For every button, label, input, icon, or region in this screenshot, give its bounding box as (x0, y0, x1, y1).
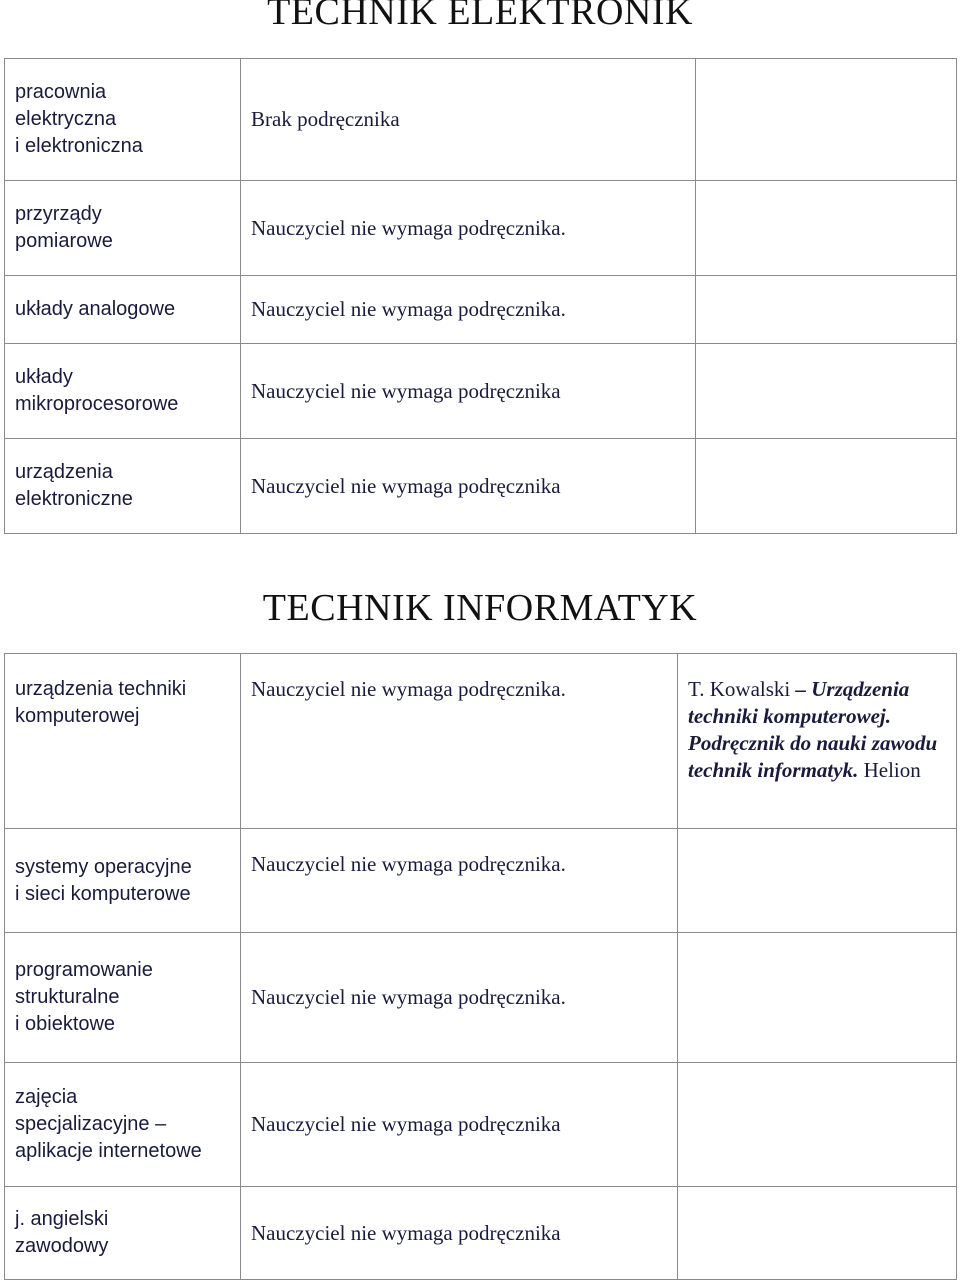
table-row (5, 829, 957, 933)
table-row (5, 1063, 957, 1187)
subject-cell: układy mikroprocesorowe (5, 344, 241, 439)
textbook-cell: Nauczyciel nie wymaga podręcznika. (241, 181, 696, 276)
textbook-cell: Nauczyciel nie wymaga podręcznika. (241, 276, 696, 344)
textbook-cell: Nauczyciel nie wymaga podręcznika (241, 1063, 678, 1187)
section-title-informatyk: TECHNIK INFORMATYK (262, 587, 698, 629)
textbook-cell: Nauczyciel nie wymaga podręcznika (241, 1187, 678, 1280)
notes-cell (678, 1063, 957, 1187)
textbook-cell: Nauczyciel nie wymaga podręcznika. (241, 654, 678, 829)
subject-cell: pracownia elektryczna i elektroniczna (5, 59, 241, 181)
book-publisher: Helion (858, 758, 921, 782)
notes-cell (678, 933, 957, 1063)
table-row (5, 59, 957, 181)
subject-cell: urządzenia elektroniczne (5, 439, 241, 534)
textbook-cell: Nauczyciel nie wymaga podręcznika. (241, 933, 678, 1063)
notes-cell (678, 654, 957, 829)
table-row (5, 1187, 957, 1280)
notes-cell (678, 829, 957, 933)
subject-cell: urządzenia techniki komputerowej (5, 654, 241, 829)
table-informatyk (4, 653, 957, 1280)
textbook-cell: Brak podręcznika (241, 59, 696, 181)
textbook-cell: Nauczyciel nie wymaga podręcznika (241, 439, 696, 534)
notes-cell (696, 59, 957, 181)
table-row (5, 344, 957, 439)
book-title: Urządzenia techniki komputerowej. Podręcznik do nauki zawodu technik informatyk. (688, 677, 938, 782)
notes-cell (696, 439, 957, 534)
table-row (5, 439, 957, 534)
subject-cell: zajęcia specjalizacyjne – aplikacje internetowe (5, 1063, 241, 1187)
notes-cell (696, 276, 957, 344)
textbook-cell: Nauczyciel nie wymaga podręcznika. (241, 829, 678, 933)
notes-cell (696, 344, 957, 439)
subject-cell: przyrządy pomiarowe (5, 181, 241, 276)
textbook-cell: Nauczyciel nie wymaga podręcznika (241, 344, 696, 439)
subject-cell: systemy operacyjne i sieci komputerowe (5, 829, 241, 933)
section-title-elektronik: TECHNIK ELEKTRONIK (267, 0, 693, 33)
table-row (5, 654, 957, 829)
notes-cell (696, 181, 957, 276)
notes-cell (678, 1187, 957, 1280)
book-dash: – (790, 677, 812, 701)
table-elektronik (4, 58, 957, 534)
table-row (5, 276, 957, 344)
subject-cell: programowanie strukturalne i obiektowe (5, 933, 241, 1063)
subject-cell: układy analogowe (5, 276, 241, 344)
table-row (5, 181, 957, 276)
book-author: T. Kowalski (688, 677, 791, 701)
table-row (5, 933, 957, 1063)
subject-cell: j. angielski zawodowy (5, 1187, 241, 1280)
